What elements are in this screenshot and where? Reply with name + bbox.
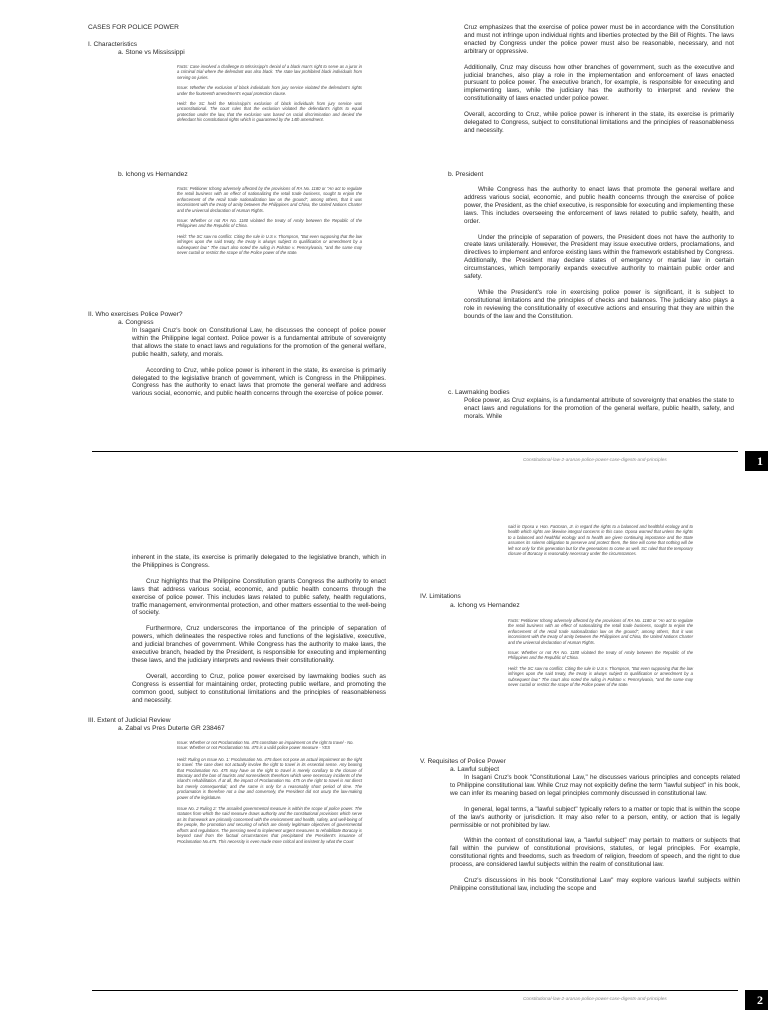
lawful-paragraph-2: In general, legal terms, a "lawful subject" typically refers to a matter or topic that is within the scope of the law's authority or jurisdiction. It may also refer to a person, entity, or action that is legally permissible or not prohibited by law. <box>450 805 740 829</box>
zabal-held: Held: Ruling on Issue No. 1: Proclamation No. 475 does not pose an actual impairment on the right to travel. The case does not actually involve the right to travel in its essential sense. Any bearing that Proclamation No. 475 may have on the right to travel is merely corollary to the closure of Boracay and the ban of tourists and nonresidents therefrom which were necessary incidents of the island's rehabilitation. If at all, the impact of Proclamation No. 475 on the right to travel is not direct but merely consequential; and the same is only for a reasonably short period of time. The proclamation is therefore not a law and conversely, the President did not usurp the law-making power of the legislature. <box>177 756 362 800</box>
document-title: CASES FOR POLICE POWER <box>88 24 179 31</box>
heading-ichong-vs-hernandez-2: a. Ichong vs Hernandez <box>450 602 520 609</box>
heading-lawmaking-bodies: c. Lawmaking bodies <box>448 389 510 396</box>
heading-zabal-vs-duterte: a. Zabal vs Pres Duterte GR 238467 <box>118 725 225 732</box>
continued-paragraph-3: Furthermore, Cruz underscores the importance of the principle of separation of powers, which delineates the respective roles and functions of the legislative, executive, and judicial branches of government. While Congress has the authority to make laws, the executive branch, headed by the President, is responsible for executing and implementing these laws, and the judiciary interprets and reviews their constitutionality. <box>132 625 386 664</box>
page-number: 2 <box>745 990 768 1010</box>
ichong-held: Held: The SC saw no conflict. Citing the rule in U.S v. Thompson, "But even supposing that the law infringes upon the said treaty, the treaty is always subject to qualification or amendment by a subsequent law." The court also noted the ruling in Palston v. Pennsylvania, "and the same may never curtail or restrict the scope of the Police power of the state. <box>177 233 362 256</box>
stone-held: Held: the SC held the Mississippi's exclusion of black individuals from jury service was unconstitutional. The court rules that the exclusion violated the defendant's rights to equal protection under the law, that the exclusion was based on racial discrimination and denied the defendant his constitutional rights which is guaranteed by the 14th amendment. <box>177 101 362 123</box>
footer-rule <box>92 451 738 452</box>
oposa-digest <box>508 524 693 556</box>
zabal-issue-2: Issue: Whether or not Proclamation No. 475 is a valid police power measure - YES <box>177 745 331 751</box>
heading-ichong-vs-hernandez: b. Ichong vs Hernandez <box>118 171 188 178</box>
document-page-2 <box>0 512 768 1024</box>
president-section <box>464 186 734 321</box>
lawful-subject-section <box>450 774 740 893</box>
ichong2-issue: Issue: Whether or not RA No. 1180 violated the treaty of Amity between the Republic of the Philippines and the Republic of China. <box>508 650 693 661</box>
lawful-paragraph-4: Cruz's discussions in his book "Constitutional Law" may explore various lawful subjects within Philippine constitutional law, including the scope and <box>450 877 740 892</box>
ichong2-held: Held: The SC saw no conflict. Citing the rule in U.S v. Thompson, "But even supposing that the law infringes upon the said treaty, the treaty is always subject to qualification or amendment by a subsequent law." The court also noted the ruling in Palston v. Pennsylvania, "and the same may never curtail or restrict the scope of the Police power of the state. <box>508 665 693 688</box>
footer-rule <box>92 990 738 991</box>
cruz-section <box>464 24 734 135</box>
page-footer: Constitutional-law-2-aranas-police-power-case-digests-and-principles <box>523 996 667 1001</box>
heading-requisites: V. Requisites of Police Power <box>420 758 506 765</box>
page-number: 1 <box>745 451 768 471</box>
congress-paragraph-2: According to Cruz, while police power is inherent in the state, its exercise is primarily delegated to the legislative branch of government, which is Congress in the Philippines. Congress has the authority to enact laws that promote the general welfare and address various social, economic, and public health concerns through the exercise of police power. <box>132 366 386 398</box>
president-paragraph-2: Under the principle of separation of powers, the President does not have the authority to create laws unilaterally. However, the President may issue executive orders, proclamations, and directives to implement and enforce existing laws within the framework established by Congress. Additionally, the President may declare states of emergency or martial law in certain circumstances, which temporarily expands executive authority to maintain public order and safety. <box>464 233 734 281</box>
lawmaking-section <box>464 397 734 421</box>
page-footer: Constitutional-law-2-aranas-police-power-case-digests-and-principles <box>523 457 667 462</box>
congress-paragraph-1: In Isagani Cruz's book on Constitutional Law, he discusses the concept of police power within the Philippine legal context. Police power is a fundamental attribute of sovereignty that allows the state to enact laws and regulations for the promotion of the general welfare, public health, safety, and morals. <box>132 327 386 358</box>
stone-case-digest <box>177 64 362 123</box>
heading-who-exercises: II. Who exercises Police Power? <box>88 311 183 318</box>
president-paragraph-1: While Congress has the authority to enact laws that promote the general welfare and address various social, economic, and public health concerns through the exercise of police power, the President, as the chief executive, is responsible for executing and implementing these laws. This includes overseeing the enforcement of laws related to public safety, health, and order. <box>464 186 734 225</box>
continued-paragraph-2: Cruz highlights that the Philippine Constitution grants Congress the authority to enact laws that address various social, economic, and public health concerns through the exercise of police power. This includes laws related to public safety, health regulations, traffic management, environmental protection, and other matters essential to the well-being of society. <box>132 577 386 617</box>
heading-characteristics: I. Characteristics <box>88 41 138 48</box>
ichong-case-digest <box>177 186 362 255</box>
stone-facts: Facts: Case involved a challenge to Mississippi's denial of a black man's right to serve as a juror in a criminal trial where the defendant was also black. The state law prohibited black individuals from serving on juries. <box>177 64 362 80</box>
congress-section <box>132 327 386 398</box>
cruz-paragraph-3: Overall, according to Cruz, while police power is inherent in the state, its exercise is primarily delegated to Congress, subject to constitutional limitations and the principles of reasonableness and necessity. <box>464 111 734 134</box>
continued-paragraph-4: Overall, according to Cruz, police power exercised by lawmaking bodies such as Congress is essential for maintaining order, protecting public welfare, and promoting the common good, subject to constitutional limitations and the principles of reasonableness and necessity. <box>132 672 386 704</box>
continued-paragraph-1: inherent in the state, its exercise is primarily delegated to the legislative branch, which in the Philippines is Congress. <box>132 554 386 569</box>
lawful-paragraph-3: Within the context of constitutional law, a "lawful subject" may pertain to matters or subjects that fall within the purview of constitutional provisions, statutes, or legal principles. For example, constitutional rights and freedoms, such as freedom of religion, freedom of speech, and the right to due process, are considered lawful subjects within the realm of constitutional law. <box>450 837 740 869</box>
heading-judicial-review: III. Extent of Judicial Review <box>88 717 171 724</box>
document-page-1 <box>0 0 768 508</box>
ichong-facts: Facts: Petitioner Ichong adversely affected by the provisions of RA No. 1180 or "An act to regulate the retail business with an effect of nationalizing the retail trade business, sought to enjoin the enforcement of the retail trade nationalization law on the ground", among others, that it was inconsistent with the treaty of amity between the Philippines and China, the United Nations Charter and the universal declaration of Human Rights. <box>177 186 362 213</box>
lawmaking-paragraph-1: Police power, as Cruz explains, is a fundamental attribute of sovereignty that enables the state to enact laws and regulations for the promotion of the general welfare, public health, safety, and morals. While <box>464 397 734 420</box>
zabal-issue-1: Issue: Whether or not Proclamation No. 475 constitute an impairment on the right to travel - No. <box>177 740 354 745</box>
cruz-paragraph-2: Additionally, Cruz may discuss how other branches of government, such as the executive and judicial branches, also play a role in the implementation and enforcement of laws enacted pursuant to police power. The executive branch, for example, is responsible for executing and implementing laws, while the judiciary has the authority to interpret and review the constitutionality of laws enacted under police power. <box>464 63 734 103</box>
heading-lawful-subject: a. Lawful subject <box>450 766 500 773</box>
heading-president: b. President <box>448 171 484 178</box>
heading-stone-vs-mississippi: a. Stone vs Mississippi <box>118 49 185 56</box>
president-paragraph-3: While the President's role in exercising police power is significant, it is subject to constitutional limitations and the principles of checks and balances. The judiciary also plays a role in reviewing the constitutionality of executive actions and ensuring that they are within the bounds of the law and the Constitution. <box>464 288 734 320</box>
heading-congress: a. Congress <box>118 319 154 326</box>
oposa-text: said in Oposa v. Hon. Factoran, Jr. in regard the rights to a balanced and healthful ecology and to health which rights are likewise integral concerns in this case. Oposa warned that unless the rights to a balanced and healthful ecology and to health are given continuing importance and the State assumes its solemn obligation to preserve and protect them, the time will come that nothing will be left not only for this generation but for the generations to come as well. SC ruled that the temporary closure of Boracay is reasonably necessary under the circumstances. <box>508 524 693 557</box>
ichong2-facts: Facts: Petitioner Ichong adversely affected by the provisions of RA No. 1180 or "An act to regulate the retail business with an effect of nationalizing the retail trade business, sought to enjoin the enforcement of the retail trade nationalization law on the ground", among others, that it was inconsistent with the treaty of amity between the Philippines and China, the United Nations Charter and the universal declaration of Human Rights. <box>508 618 693 645</box>
stone-issue: Issue: Whether the exclusion of black individuals from jury service violated the defendant's rights under the fourteenth amendment's equal protection clause. <box>177 85 362 96</box>
zabal-case-digest <box>177 740 362 844</box>
ichong-case-digest-2 <box>508 618 693 687</box>
lawful-paragraph-1: In Isagani Cruz's book "Constitutional Law," he discusses various principles and concepts related to Philippine constitutional law. While Cruz may not explicitly define the term "lawful subject" in his book, we can infer its meaning based on legal principles commonly discussed in constitutional law. <box>450 774 740 797</box>
heading-limitations: IV. Limitations <box>420 593 461 600</box>
cruz-paragraph-1: Cruz emphasizes that the exercise of police power must be in accordance with the Constitution and must not infringe upon individual rights and liberties protected by the Bill of Rights. The laws enacted by Congress under the police power must also be reasonable, necessary, and not arbitrary or oppressive. <box>464 24 734 55</box>
zabal-ruling-2: Issue No. 2 Ruling 2: The assailed governmental measure is within the scope of police power. The statutes from which the said measure draws authority and the constitutional provisions which serve as its framework are primarily concerned with the environment and health, safety, and well-being of the people, the promotion and securing of which are clearly legitimate objectives of governmental efforts and regulations. The pressing need to implement urgent measures to rehabilitate Boracay is beyond cavil from the factual circumstances that precipitated the President's issuance of Proclamation No.475. This necessity is even made more critical and insistent by what the Court <box>177 806 362 844</box>
lawmaking-continued <box>132 554 386 705</box>
ichong-issue: Issue: Whether or not RA No. 1180 violated the treaty of Amity between the Republic of the Philippines and the Republic of China. <box>177 218 362 229</box>
